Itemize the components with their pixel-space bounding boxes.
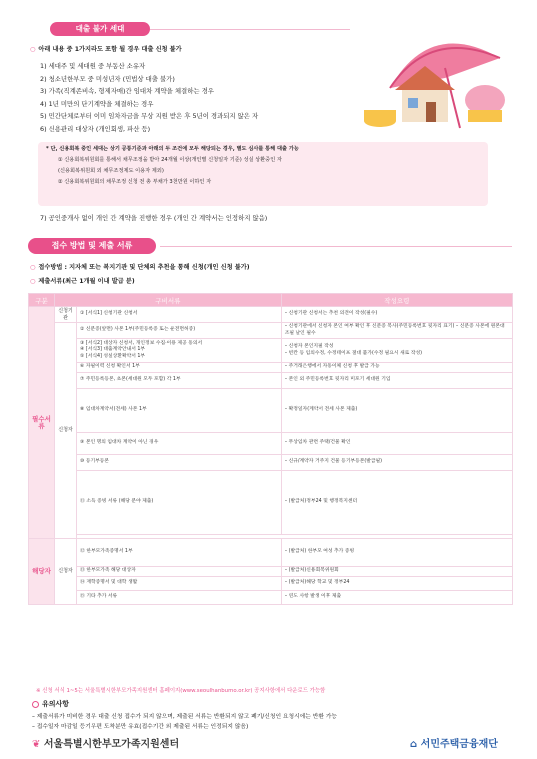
table-row: ⑪ 소득 증빙 서류 (해당 분야 제출) — [77, 471, 282, 535]
footnote: ※ 신청 서식 1~5는 서울특별시한부모가족지원센터 홈페이지(www.seoulhanbumo.or.kr) 공지사항에서 다운로드 가능함 — [36, 688, 326, 694]
foundation-logo — [410, 735, 498, 750]
table-row: ⑮ 기타 추가 서류 — [77, 591, 282, 605]
table-row: ⑥ 자필이력 신청 확인서 1부 — [77, 363, 282, 373]
list-item: 4) 1년 미만의 단기계약을 체결하는 경우 — [40, 99, 154, 108]
subcategory-applicant: 신청자 — [55, 323, 77, 539]
list-item: 2) 청소년한부모 중 미성년자 (민법상 대출 불가) — [40, 74, 175, 83]
table-row: ② 신분증(앞면) 사본 1부(주민등록증 또는 운전면허증) — [77, 323, 282, 339]
col-header-category: 구분 — [29, 294, 55, 307]
table-row: ⑨ 본인 명의 임대차 계약이 아닌 경우 — [77, 433, 282, 455]
doc-item: ⑤ [서식4] 성실상환확약서 1부 — [80, 353, 146, 359]
bullet-icon: ○ — [30, 264, 36, 271]
note-condition-2: ② 신용회복위원회의 채무조정 신청 전 총 부채가 3천만원 이하인 자 — [58, 179, 212, 185]
logo-mark-icon: ❦ — [32, 739, 41, 750]
docs-title — [30, 276, 135, 285]
table-row: ⑭ 재학증명서 및 대학 생활 — [77, 577, 282, 591]
table-row: ⑦ 주민등록등본, 초본(세대원 모두 포함) 각 1부 — [77, 373, 282, 389]
caution-line-1: – 제출서류가 미비한 경우 대출 신청 접수가 되지 않으며, 제출된 서류는 반환되지 않고 폐기/신청인 요청시에는 반환 가능 — [32, 714, 337, 720]
table-row: – 연도 사항 발생 이후 제출 — [281, 591, 512, 605]
table-row: – 주거래은행에서 자동이체 신청 후 발급 가능 — [281, 363, 512, 373]
table-row: ⑩ 등기부등본 — [77, 455, 282, 471]
note-condition-1b: (신용회복위원회 외 채무조정제도 이용자 제외) — [58, 168, 164, 174]
table-row: – (발급처) 한부모 여성 추가 증빙 — [281, 539, 512, 567]
submission-method — [30, 262, 250, 271]
list-item: 5) 민간단체로부터 이미 임차자금을 무상 지원 받은 후 5년이 경과되지 않은 자 — [40, 112, 259, 121]
table-row — [77, 339, 282, 363]
doc-item: ④ [서식3] 대출계약안내서 1부 — [80, 347, 146, 353]
section-badge-submission: 접수 방법 및 제출 서류 — [28, 238, 156, 254]
table-row: ⑬ 한부모가족 해당 대상자 — [77, 567, 282, 577]
table-row: – 본인 외 주민등록번호 뒷자리 미포기 세대원 기입 — [281, 373, 512, 389]
table-row: – 신규/계약자 거주지 건물 등기부등본(발급필) — [281, 455, 512, 471]
col-header-howto: 작성요령 — [281, 294, 512, 307]
category-optional: 해당자 — [29, 539, 55, 605]
divider — [150, 29, 350, 30]
table-row: – 무상임차 관련 주택/건물 확인 — [281, 433, 512, 455]
table-row: – 신청기관에서 신청자 본인 여부 확인 후 신분증 복사(주민등록번호 뒷자리 표기) – 신분증 사본에 원본대조필 날인 필수 — [281, 323, 512, 339]
subcategory-applicant-optional: 신청자 — [55, 539, 77, 605]
foundation-logo-text: 서민주택금융재단 — [420, 739, 498, 750]
table-row: – (발급처)신용회복위원회 — [281, 567, 512, 577]
table-row: – (발급처)정부24 및 행정복지센터 — [281, 471, 512, 535]
ineligible-lead — [30, 44, 182, 53]
list-item: 6) 신용관리 대상자 (개인회생, 파산 등) — [40, 124, 151, 133]
center-logo-text: 서울특별시한부모가족지원센터 — [43, 739, 180, 750]
table-row: – (발급처)해당 학교 및 정부24 — [281, 577, 512, 591]
caution-title — [32, 699, 69, 709]
ineligible-list — [40, 60, 258, 136]
note-title: * 단, 신용회복 중인 세대는 상기 공통기준과 아래의 두 조건에 모두 해당되는 경우, 별도 심사를 통해 대출 가능 — [46, 146, 299, 152]
table-row: – 확정일자(계약서 전세 사본 제출) — [281, 389, 512, 433]
ineligible-lead-text: 아래 내용 중 1가지라도 포함 될 경우 대출 신청 불가 — [38, 46, 182, 53]
table-row: ① [서식1] 신청기관 신청서 — [77, 307, 282, 323]
section-badge-ineligible: 대출 불가 세대 — [50, 22, 150, 36]
subcategory-institution: 신청기관 — [55, 307, 77, 323]
caution-line-2: – 접수일자 마감일 등기우편 도착분만 유효(접수기간 외 제출된 서류는 인정되지 않음) — [32, 724, 249, 730]
divider — [160, 246, 512, 247]
table-row: – 신청기관 신청서는 추천 의견이 작성(필수) — [281, 307, 512, 323]
list-item: 1) 세대주 및 세대원 중 부동산 소유자 — [40, 62, 146, 70]
credit-recovery-note — [38, 142, 488, 206]
submission-method-text: 접수방법 : 지자체 또는 복지기관 및 단체의 추천을 통해 신청(개인 신청 불가) — [38, 264, 250, 271]
docs-title-text: 제출서류(최근 1개월 이내 발급 분) — [38, 278, 135, 285]
category-required: 필수서류 — [29, 307, 55, 539]
documents-table — [28, 293, 513, 605]
list-item: 3) 가족(직계존비속, 형제자매)간 임대차 계약을 체결하는 경우 — [40, 87, 214, 96]
note-condition-1: ① 신용회복위원회를 통해서 채무조정을 받아 24개월 이상(개인별 신청일자 기준) 성실 상환중인 자 — [58, 157, 282, 163]
table-row: ⑫ 한부모가족증명서 1부 — [77, 539, 282, 567]
caution-title-text: 유의사항 — [42, 700, 70, 708]
house-logo-icon: ⌂ — [410, 739, 418, 750]
howto-item: – 신청자 본인지필 작성 — [284, 344, 334, 350]
table-row: ⑧ 임대차계약서(전세) 사본 1부 — [77, 389, 282, 433]
col-header-docs: 구비서류 — [55, 294, 282, 307]
howto-item: – 빈칸 등 임의수정, 수정테이프 절대 불가(수정 필요시 새로 작성) — [284, 350, 422, 356]
bullet-icon: ○ — [30, 46, 36, 53]
bullet-icon: ○ — [30, 278, 36, 285]
table-row — [281, 339, 512, 363]
doc-item: ③ [서식2] 대상자 신청서, 개인정보 수집·이용 제공 동의서 — [80, 341, 203, 347]
ineligible-item-7: 7) 공인중개사 없이 개인 간 계약을 진행한 경우 (개인 간 계약서는 인정하지 않음) — [40, 214, 268, 222]
bullet-icon — [32, 701, 39, 708]
house-umbrella-illustration — [350, 18, 510, 133]
center-logo — [32, 735, 179, 750]
